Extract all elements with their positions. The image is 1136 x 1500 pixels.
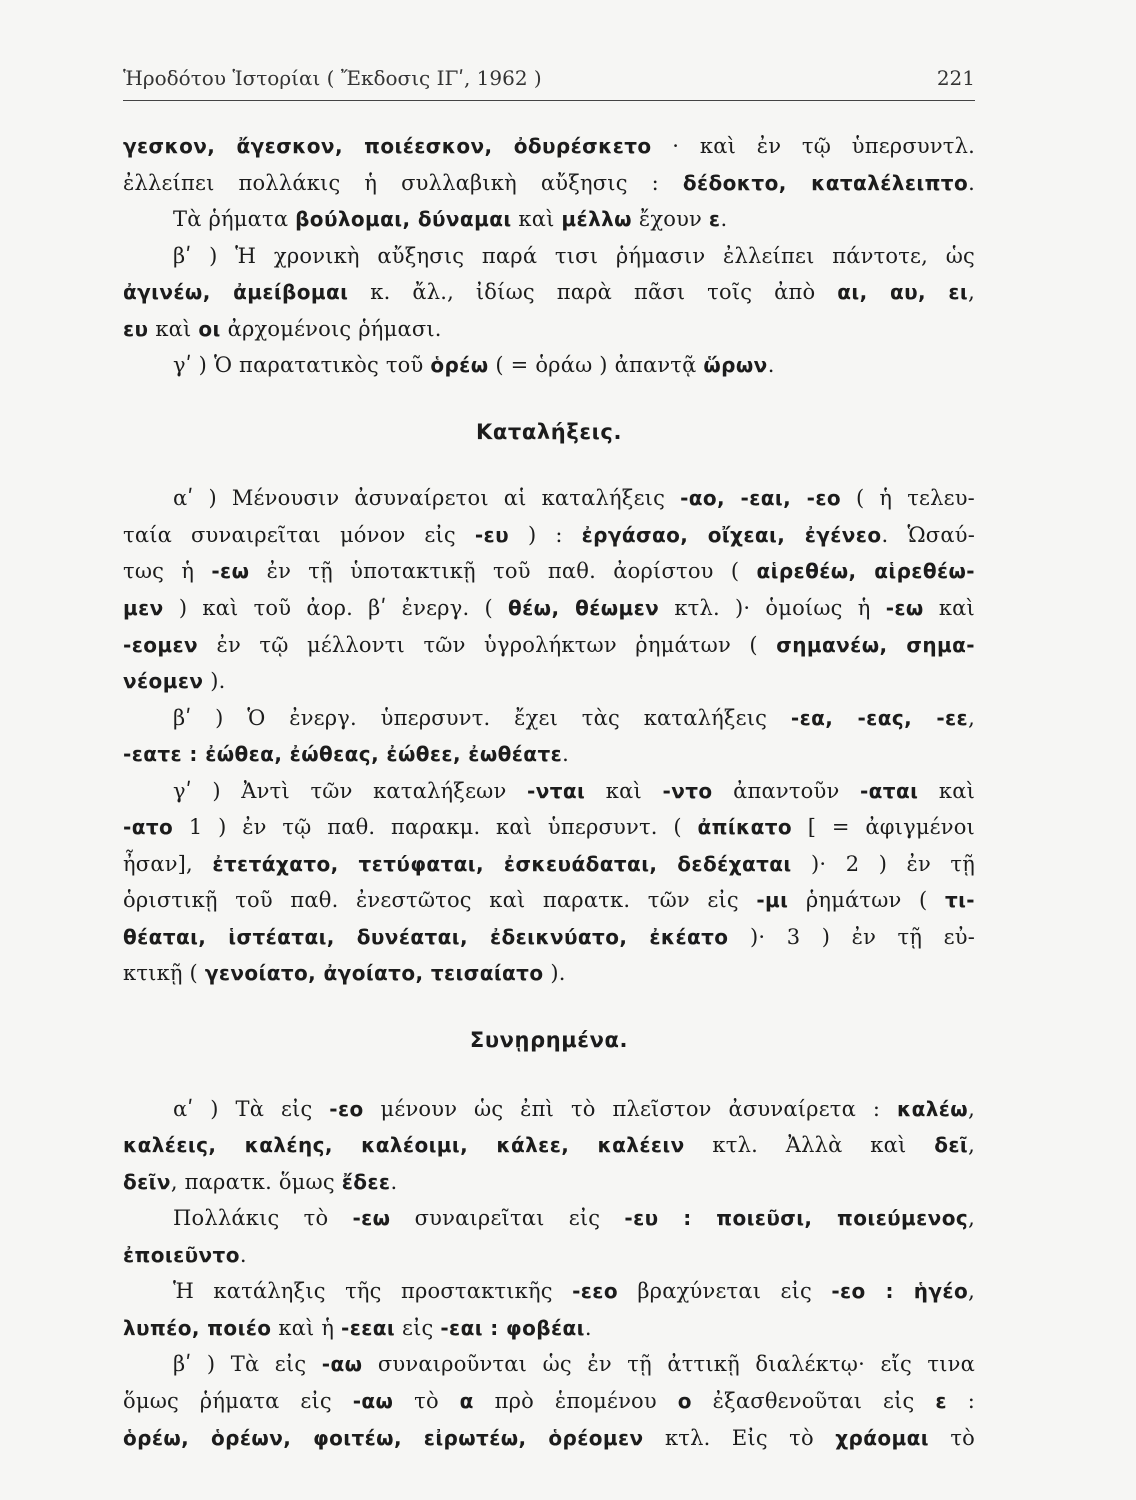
bold-term: θέαται, ἱστέαται, δυνέαται, ἐδεικνύατο, ἐκέατο [123,924,729,949]
bold-term: -εομεν [123,632,199,657]
bold-term: α [459,1388,474,1413]
bold-term: ἀπίκατο [697,815,793,840]
text-run: ). [203,669,226,694]
bold-term: -ντο [662,778,713,803]
text-run: )· 3 ) ἐν τῇ εὐ- [728,924,975,949]
text-run: κ. ἄλ., ἰδίως παρὰ πᾶσι τοῖς ἀπὸ [348,280,838,305]
text-run: συναιροῦνται ὡς ἐν τῇ ἀττικῇ διαλέκτῳ· εἴς τινα [362,1352,975,1377]
text-run: , [968,1206,975,1231]
text-run: ἀπαντοῦν [712,778,860,803]
text-run: Πολλάκις τὸ [173,1206,353,1231]
text-run: καὶ [918,778,975,803]
text-line [123,1127,975,1164]
header-rule [123,100,975,101]
text-run: βʹ ) Ὁ ἐνεργ. ὑπερσυντ. ἔχει τὰς καταλήξεις [173,705,791,730]
text-line [123,1164,975,1201]
text-line [123,663,975,700]
bold-term: -εεαι [341,1315,396,1340]
bold-term: γεσκον, ἄγεσκον, ποιέεσκον, ὀδυρέσκετο [123,134,652,158]
bold-term: καλέω [896,1096,969,1121]
running-header [123,66,975,98]
text-run: [ = ἀφιγμένοι [792,815,975,840]
text-run: ἦσαν], [123,851,213,876]
bold-term: σημανέω, σημα- [776,632,975,657]
text-run: καὶ ἡ [271,1315,342,1340]
bold-term: -εω [352,1206,391,1231]
bold-term: ὁρέω, ὁρέων, φοιτέω, εἰρωτέω, ὁρέομεν [123,1425,644,1450]
bold-term: ἐποιεῦντο [123,1242,240,1267]
bold-term: -εεο [572,1279,618,1304]
text-line [123,480,975,517]
text-run: συναιρεῖται εἰς [390,1206,625,1231]
text-run: ) : [508,522,582,547]
bold-term: -εο [329,1096,364,1121]
text-run: · καὶ ἐν τῷ ὑπερσυντλ. [651,134,975,158]
text-run: τὸ [393,1388,460,1413]
text-run: μένουν ὡς ἐπὶ τὸ πλεῖστον ἀσυναίρετα : [363,1096,897,1121]
bold-term: ἔδεε [341,1169,391,1194]
bold-term: ἀγινέω, ἀμείβομαι [123,280,349,305]
bold-term: γενοίατο, ἀγοίατο, τεισαίατο [204,961,544,986]
text-line [123,773,975,810]
text-run: ὅμως ῥήματα εἰς [123,1388,353,1413]
text-run: : [946,1388,975,1413]
text-run: κτικῇ ( [123,961,205,986]
text-run: Τὰ ῥήματα [173,207,296,232]
text-run: καὶ [923,596,975,621]
running-title: Ἡροδότου Ἱστορίαι ( Ἔκδοσις ΙΓʹ, 1962 ) [123,66,542,90]
text-run: . [720,207,728,232]
bold-term: -εω [885,596,924,621]
bold-term: χράομαι [835,1425,929,1450]
text-run: , [968,1096,975,1121]
text-run: ἐν τῇ ὑποτακτικῇ τοῦ παθ. ἀορίστου ( [249,559,757,584]
text-run: . [767,353,775,378]
bold-term: -εω [211,559,250,584]
text-run: . [968,170,975,195]
bold-term: -μι [756,888,789,913]
bold-term: -ατο [123,815,174,840]
text-run: αʹ ) Τὰ εἰς [173,1096,330,1121]
text-run: βʹ ) Τὰ εἰς [173,1352,322,1377]
text-line [123,882,975,919]
text-run: . Ὡσαύ- [881,522,975,547]
spacer [123,450,975,480]
text-line [123,1273,975,1310]
text-run: ). [543,961,566,986]
text-run: , [968,280,975,305]
bold-term: μεν [123,596,164,621]
section-heading-contracted: Συνῃρημένα. [469,1028,629,1053]
text-run: . [584,1315,592,1340]
bold-term: βούλομαι, δύναμαι [295,207,512,232]
text-run: , παρατκ. ὅμως [170,1169,342,1194]
text-run: ὁριστικῇ τοῦ παθ. ἐνεστῶτος καὶ παρατκ. τῶν εἰς [123,888,757,913]
text-run: ( ἡ τελευ- [841,486,975,511]
text-run: καὶ [148,316,199,341]
text-line [123,274,975,311]
text-line [123,700,975,737]
text-run: καὶ [585,778,663,803]
bold-term: ἐργάσαο, οἴχεαι, ἐγένεο [581,522,882,547]
section-heading-endings: Καταλήξεις. [475,419,623,444]
bold-term: ἐτετάχατο, τετύφαται, ἐσκευάδαται, δεδέχαται [212,851,792,876]
text-run: ἀρχομένοις ῥήμασι. [220,316,442,341]
text-line [123,1237,975,1274]
text-run: εἰς [395,1315,441,1340]
bold-term: οι [198,316,221,341]
text-run: τὸ [928,1425,975,1450]
text-run: , [968,1279,975,1304]
text-line [123,311,975,348]
text-run: κτλ. )· ὁμοίως ἡ [659,596,886,621]
bold-term: μέλλω [561,207,632,232]
bold-term: -ευ : ποιεῦσι, ποιεύμενος [624,1206,969,1231]
bold-term: -εαι : φοβέαι [440,1315,585,1340]
page-body [123,128,975,1456]
text-line [123,238,975,275]
text-line [123,1091,975,1128]
bold-term: θέω, θέωμεν [508,596,660,621]
bold-term: -εατε : ἐώθεα, ἐώθεας, ἐώθεε, ἐωθέατε [123,742,563,767]
text-line [123,1200,975,1237]
text-run: κτλ. Ἀλλὰ καὶ [684,1133,935,1158]
bold-term: νέομεν [123,669,204,694]
text-line [123,809,975,846]
text-run: πρὸ ἑπομένου [473,1388,678,1413]
text-run: ( = ὁράω ) ἀπαντᾷ [488,353,704,378]
bold-term: ὥρων [703,353,768,378]
bold-term: -νται [527,778,586,803]
bold-term: -αω [352,1388,394,1413]
bold-term: αἱρεθέω, αἱρεθέω- [756,559,975,584]
text-run: ) καὶ τοῦ ἀορ. βʹ ἐνεργ. ( [163,596,508,621]
text-run: ῥημάτων ( [788,888,945,913]
text-run: Ἡ κατάληξις τῆς προστακτικῆς [173,1279,573,1304]
bold-term: ε [935,1388,947,1413]
bold-term: -ευ [474,522,509,547]
text-line [123,627,975,664]
text-line [123,1346,975,1383]
text-run: . [239,1242,247,1267]
text-line [123,347,975,384]
spacer [123,992,975,1022]
bold-term: -εα, -εας, -εε [790,705,969,730]
spacer [123,384,975,414]
text-line [123,128,975,165]
text-run: , [968,705,975,730]
bold-term: αι, αυ, ει [837,280,969,305]
bold-term: -αο, -εαι, -εο [680,486,841,511]
text-run: αʹ ) Μένουσιν ἀσυναίρετοι αἱ καταλήξεις [173,486,681,511]
text-run: 1 ) ἐν τῷ παθ. παρακμ. καὶ ὑπερσυντ. ( [173,815,698,840]
text-line [123,846,975,883]
bold-term: καλέεις, καλέης, καλέοιμι, κάλεε, καλέειν [123,1133,685,1158]
text-run: ἐλλείπει πολλάκις ἡ συλλαβικὴ αὔξησις : [123,170,683,195]
text-run: ταία συναιρεῖται μόνον εἰς [123,522,475,547]
bold-term: -αται [859,778,919,803]
bold-term: ο [677,1388,692,1413]
text-run: . [562,742,570,767]
bold-term: -αω [321,1352,363,1377]
text-run: ἐν τῷ μέλλοντι τῶν ὑγρολήκτων ῥημάτων ( [198,632,777,657]
page-number: 221 [936,66,975,90]
text-run: . [390,1169,398,1194]
text-run: γʹ ) Ἀντὶ τῶν καταλήξεων [173,778,527,803]
text-run: καὶ [511,207,562,232]
bold-term: ευ [123,316,149,341]
text-line [123,201,975,238]
text-line [123,590,975,627]
text-run: γʹ ) Ὁ παρατατικὸς τοῦ [173,353,431,378]
text-run: τως ἡ [123,559,212,584]
bold-term: -εο : ἡγέο [831,1279,969,1304]
bold-term: δεῖν [123,1169,171,1194]
text-line [123,1310,975,1347]
text-line [123,165,975,202]
text-line [123,1383,975,1420]
text-run: )· 2 ) ἐν τῇ [791,851,975,876]
text-run: ἐξασθενοῦται εἰς [691,1388,936,1413]
text-line [123,517,975,554]
bold-term: δεῖ [934,1133,969,1158]
text-run: ἔχουν [631,207,709,232]
text-line [123,955,975,992]
bold-term: τι- [944,888,975,913]
spacer [123,1059,975,1091]
text-line [123,1420,975,1457]
bold-term: δέδοκτο, καταλέλειπτο [682,170,969,195]
text-line [123,736,975,773]
text-run: , [968,1133,975,1158]
text-run: κτλ. Εἰς τὸ [643,1425,836,1450]
bold-term: λυπέο, ποιέο [123,1315,272,1340]
text-run: βραχύνεται εἰς [618,1279,832,1304]
text-line [123,553,975,590]
text-line [123,919,975,956]
bold-term: ὁρέω [430,353,489,378]
text-run: βʹ ) Ἡ χρονικὴ αὔξησις παρά τισι ῥήμασιν ἐλλείπει πάντοτε, ὡς [173,243,975,268]
bold-term: ε [708,207,721,232]
